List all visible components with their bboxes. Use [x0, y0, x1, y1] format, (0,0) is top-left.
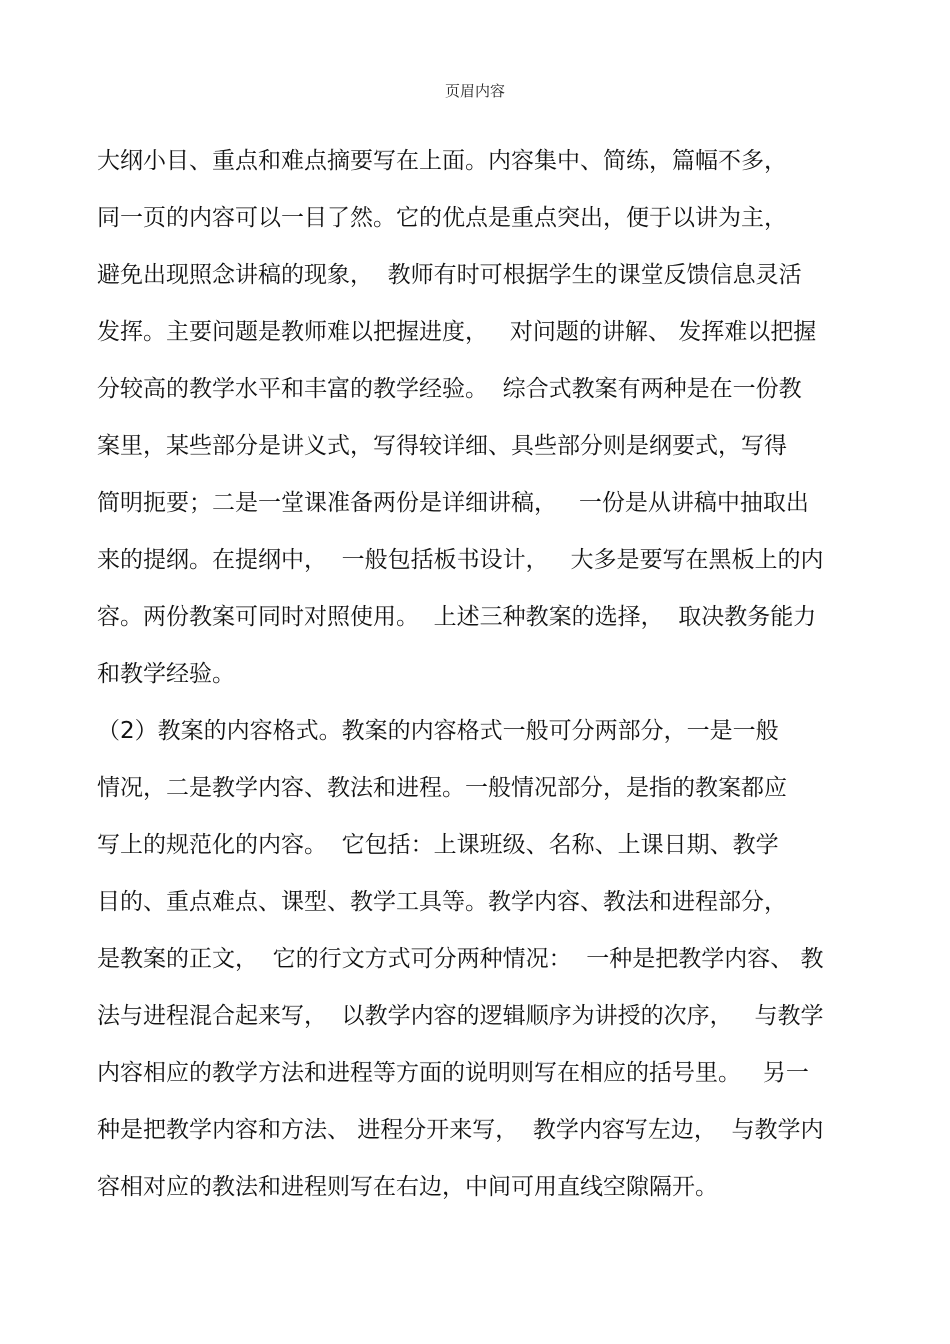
text-line: 案里，某些部分是讲义式，写得较详细、具些部分则是纲要式，写得: [97, 433, 787, 459]
text-line: 容相对应的教法和进程则写在右边，中间可用直线空隙隔开。: [97, 1174, 718, 1200]
text-line: 法与进程混合起来写， 以教学内容的逻辑顺序为讲授的次序， 与教学: [97, 1003, 824, 1029]
text-line: 分较高的教学水平和丰富的教学经验。 综合式教案有两种是在一份教: [97, 376, 802, 402]
text-line: 写上的规范化的内容。 它包括：上课班级、名称、上课日期、教学: [97, 832, 779, 858]
page-header: 页眉内容: [444, 82, 505, 100]
text-line: 种是把教学内容和方法、 进程分开来写， 教学内容写左边， 与教学内: [97, 1117, 824, 1143]
text-line: （2）教案的内容格式。教案的内容格式一般可分两部分，一是一般: [97, 718, 779, 744]
text-line: 大纲小目、重点和难点摘要写在上面。内容集中、简练，篇幅不多，: [97, 148, 787, 174]
text-line: 内容相应的教学方法和进程等方面的说明则写在相应的括号里。 另一: [97, 1060, 809, 1086]
text-line: 是教案的正文， 它的行文方式可分两种情况： 一种是把教学内容、 教: [97, 946, 824, 972]
text-line: 容。两份教案可同时对照使用。 上述三种教案的选择， 取决教务能力: [97, 604, 817, 630]
text-line: 简明扼要；二是一堂课准备两份是详细讲稿， 一份是从讲稿中抽取出: [97, 490, 809, 516]
text-line: 目的、重点难点、课型、教学工具等。教学内容、教法和进程部分，: [97, 889, 787, 915]
text-line: 来的提纲。在提纲中， 一般包括板书设计， 大多是要写在黑板上的内: [97, 547, 824, 573]
text-line: 同一页的内容可以一目了然。它的优点是重点突出，便于以讲为主，: [97, 205, 787, 231]
document-body: [97, 133, 867, 1216]
text-line: 和教学经验。: [97, 661, 235, 687]
text-line: 情况，二是教学内容、教法和进程。一般情况部分，是指的教案都应: [97, 775, 787, 801]
text-line: 发挥。主要问题是教师难以把握进度， 对问题的讲解、 发挥难以把握: [97, 319, 817, 345]
text-line: 避免出现照念讲稿的现象， 教师有时可根据学生的课堂反馈信息灵活: [97, 262, 802, 288]
